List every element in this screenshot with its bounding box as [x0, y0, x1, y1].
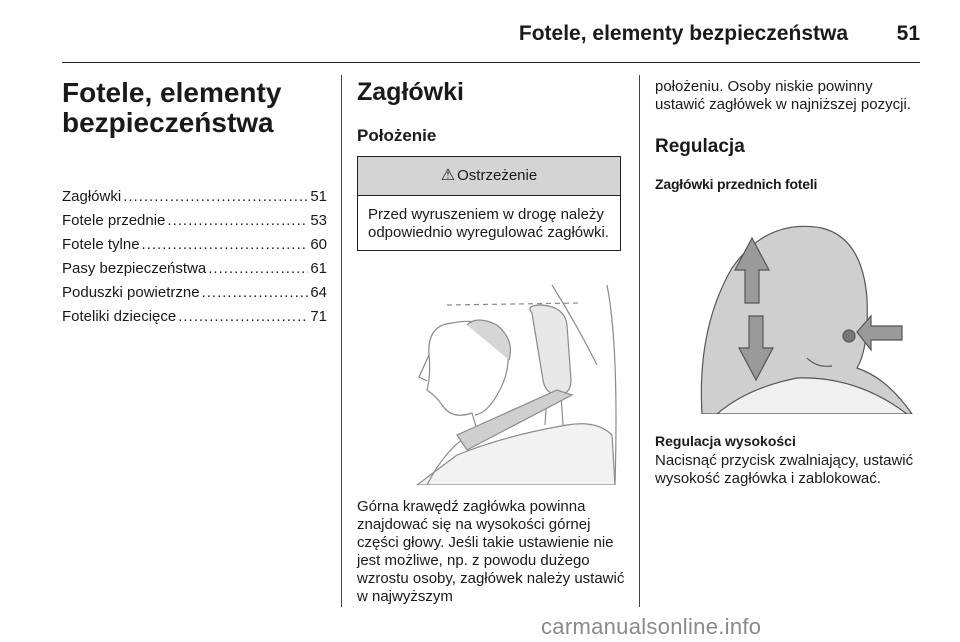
height-adjustment-subheading: Regulacja wysokości: [655, 433, 796, 449]
toc-entry[interactable]: Fotele tylne ..... 60: [62, 236, 327, 260]
chapter-column: [62, 78, 327, 332]
page-number: 51: [896, 22, 920, 45]
adjustment-column: [655, 78, 925, 487]
toc-entry[interactable]: Foteliki dziecięce ..... 71: [62, 308, 327, 332]
toc-entry[interactable]: Fotele przednie ..... 53: [62, 212, 327, 236]
warning-triangle-icon: ⚠: [440, 167, 456, 184]
toc-entry[interactable]: Poduszki powietrzne ..... 64: [62, 284, 327, 308]
headrest-adjustment-illustration: [657, 208, 922, 414]
toc-entry[interactable]: Pasy bezpieczeństwa ..... 61: [62, 260, 327, 284]
toc-entry[interactable]: Zagłówki ..... 51: [62, 188, 327, 212]
front-headrests-subheading: Zagłówki przednich foteli: [655, 176, 818, 192]
chapter-title: Fotele, elementy bezpieczeństwa: [62, 77, 282, 138]
continued-paragraph: położeniu. Osoby niskie powinny ustawić zagłówek w najniższej pozycji.: [655, 78, 911, 113]
watermark-text: carmanualsonline.info: [541, 614, 762, 639]
headrest-position-illustration: [357, 285, 622, 485]
table-of-contents: [62, 188, 327, 332]
section-title: Zagłówki: [357, 78, 464, 106]
warning-box: [357, 156, 621, 251]
height-adjustment-text: Nacisnąć przycisk zwalniający, ustawić wysokość zagłówka i zablokować.: [655, 452, 914, 487]
warning-text: Przed wyruszeniem w drogę należy odpowiednio wyregulować zagłówki.: [368, 206, 609, 241]
section-column: [357, 78, 625, 605]
page-header: [62, 18, 920, 63]
body-paragraph: Górna krawędź zagłówka powinna znajdować się na wysokości górnej części głowy. Jeśli takie ustawienie nie jest możliwe, np. z powodu dużego wzrostu osoby, zagłówek należy ustawić w najwyższym: [357, 498, 625, 605]
warning-header: ⚠ Ostrzeżenie: [358, 157, 620, 196]
section-subtitle: Położenie: [357, 126, 437, 145]
column-divider-2: [639, 75, 640, 607]
column-divider-1: [341, 75, 342, 607]
running-title: Fotele, elementy bezpieczeństwa: [518, 22, 848, 45]
adjustment-heading: Regulacja: [655, 136, 745, 157]
